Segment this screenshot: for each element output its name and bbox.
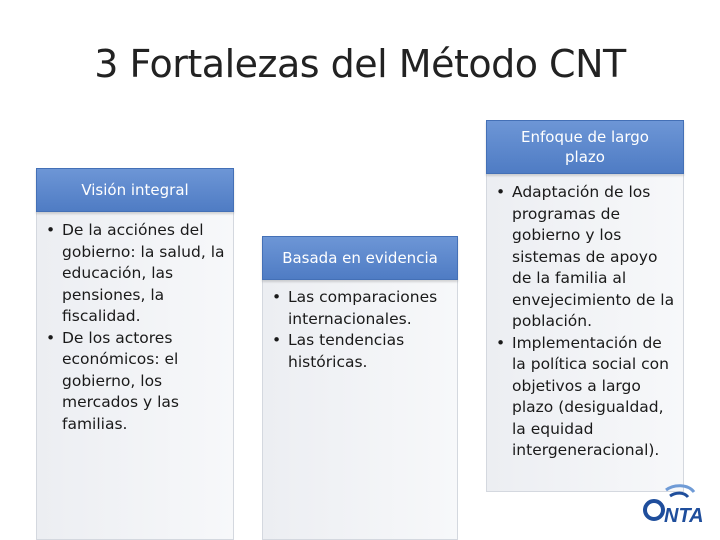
nta-logo-icon xyxy=(640,482,710,528)
column-vision-integral-header xyxy=(36,168,234,212)
bullet-item: • Las tendencias históricas. xyxy=(266,330,454,373)
column-largo-plazo-header xyxy=(486,120,684,174)
bullet-item: • Adaptación de los programas de gobierno y los sistemas de apoyo de la familia al envejecimiento de la población. xyxy=(490,182,680,333)
column-header-label: Visión integral xyxy=(81,181,189,199)
nta-logo-text: NTA xyxy=(664,505,704,527)
bullet-item: • De la acciónes del gobierno: la salud, la educación, las pensiones, la fiscalidad. xyxy=(40,220,228,328)
nta-logo xyxy=(640,482,710,528)
column-evidencia-header xyxy=(262,236,458,280)
column-largo-plazo-bullets xyxy=(490,182,680,462)
column-evidencia-bullets xyxy=(266,287,454,373)
column-header-label: Enfoque de largo plazo xyxy=(521,128,649,166)
bullet-item: • Implementación de la política social con objetivos a largo plazo (desigualdad, la equidad intergeneracional). xyxy=(490,333,680,462)
bullet-item: • Las comparaciones internacionales. xyxy=(266,287,454,330)
column-header-label: Basada en evidencia xyxy=(282,249,438,267)
slide-title: 3 Fortalezas del Método CNT xyxy=(94,42,626,86)
column-vision-integral-bullets xyxy=(40,220,228,435)
bullet-item: • De los actores económicos: el gobierno, los mercados y las familias. xyxy=(40,328,228,436)
